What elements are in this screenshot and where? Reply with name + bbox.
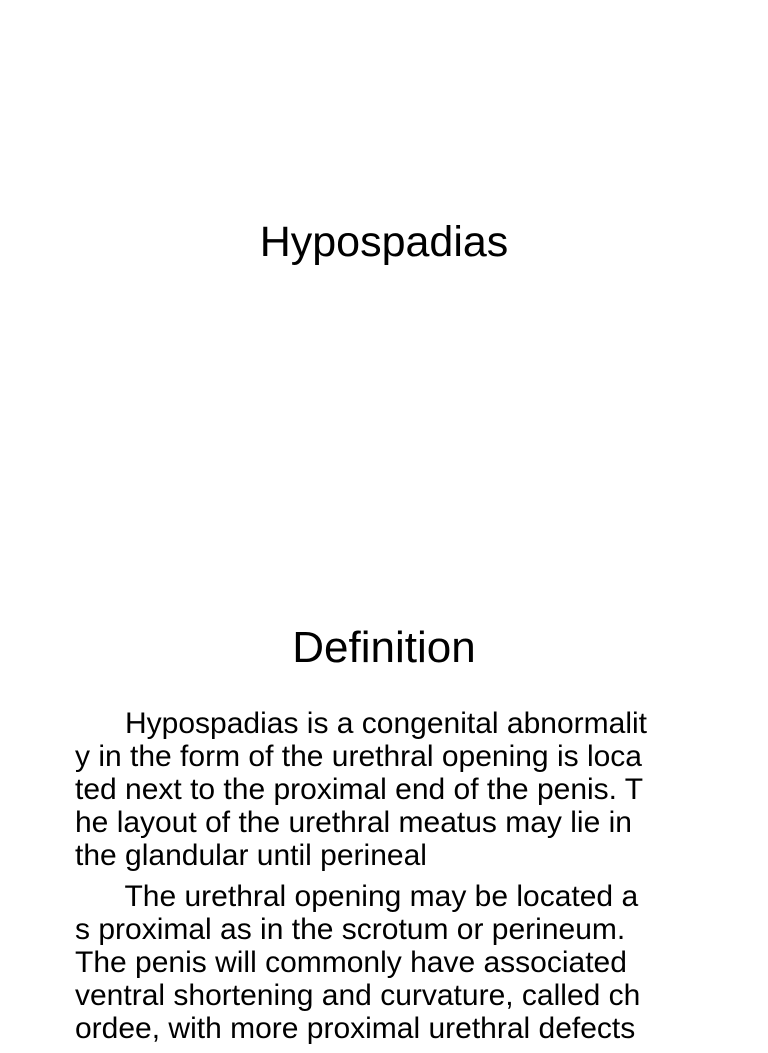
- text-line: The urethral opening may be located a: [75, 880, 639, 913]
- definition-body: [75, 707, 731, 1053]
- slide-heading: Definition: [292, 623, 476, 672]
- text-line: the glandular until perineal: [75, 839, 427, 872]
- text-line: s proximal as in the scrotum or perineum.: [75, 913, 626, 946]
- text-line: ted next to the proximal end of the penis. T: [75, 773, 644, 806]
- text-line: ventral shortening and curvature, called ch: [75, 979, 641, 1012]
- definition-slide: [0, 576, 768, 1045]
- text-line: The penis will commonly have associated: [75, 946, 627, 979]
- paragraph-1: [75, 707, 731, 872]
- slide-title: Hypospadias: [259, 218, 509, 266]
- text-line: ordee, with more proximal urethral defects: [75, 1012, 636, 1045]
- text-line: he layout of the urethral meatus may lie in: [75, 806, 632, 839]
- text-line: y in the form of the urethral opening is loca: [75, 740, 642, 773]
- text-line: Hypospadias is a congenital abnormalit: [75, 707, 647, 740]
- paragraph-2: [75, 880, 731, 1045]
